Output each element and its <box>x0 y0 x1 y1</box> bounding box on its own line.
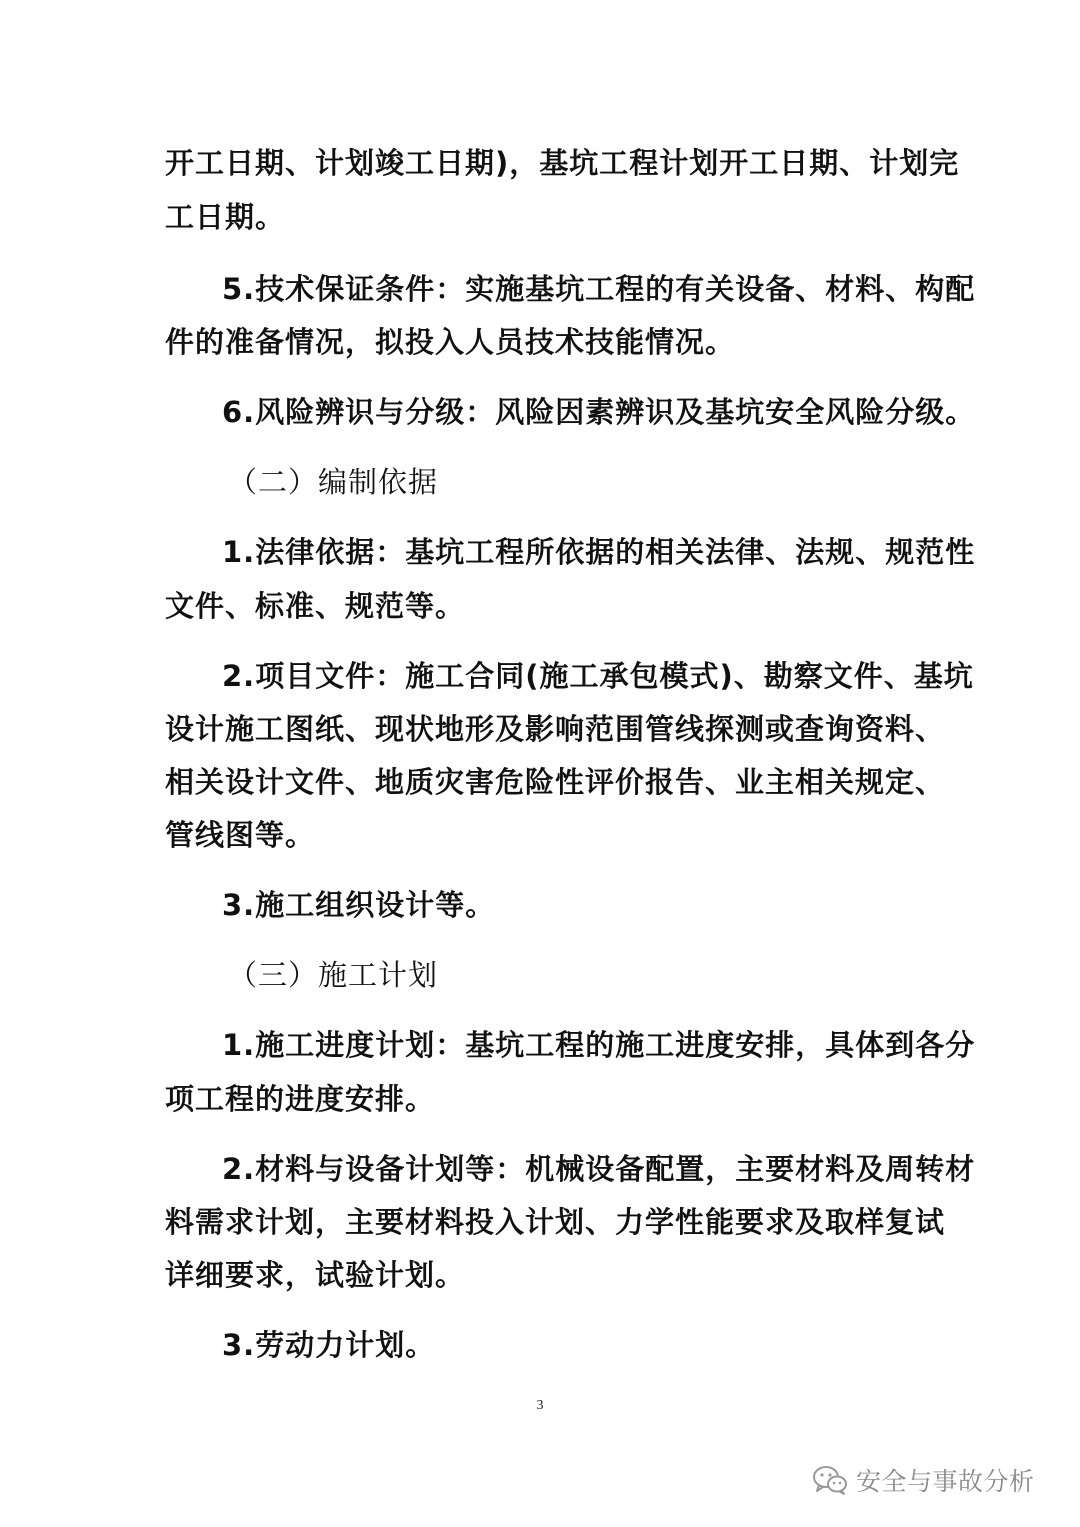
wechat-icon <box>812 1464 848 1496</box>
paragraph-line: 料需求计划，主要材料投入计划、力学性能要求及取样复试 <box>165 1205 946 1239</box>
paragraph-line: 管线图等。 <box>165 818 316 852</box>
paragraph-line: 相关设计文件、地质灾害危险性评价报告、业主相关规定、 <box>165 765 946 799</box>
paragraph-line: 1.法律依据：基坑工程所依据的相关法律、法规、规范性 <box>222 535 976 569</box>
paragraph-line: 详细要求，试验计划。 <box>165 1258 466 1292</box>
paragraph-line: 2.项目文件：施工合同(施工承包模式)、勘察文件、基坑 <box>222 659 974 693</box>
paragraph-line: 6.风险辨识与分级：风险因素辨识及基坑安全风险分级。 <box>222 395 976 429</box>
paragraph-line: 2.材料与设备计划等：机械设备配置，主要材料及周转材 <box>222 1152 976 1186</box>
paragraph-line: 5.技术保证条件：实施基坑工程的有关设备、材料、构配 <box>222 272 976 306</box>
paragraph-line: 1.施工进度计划：基坑工程的施工进度安排，具体到各分 <box>222 1028 976 1062</box>
watermark <box>812 1460 1035 1500</box>
paragraph-line: 3.施工组织设计等。 <box>222 888 496 922</box>
paragraph-line: 文件、标准、规范等。 <box>165 589 466 623</box>
paragraph-line: 件的准备情况，拟投入人员技术技能情况。 <box>165 325 736 359</box>
paragraph-line: 项工程的进度安排。 <box>165 1082 436 1116</box>
section-heading: （三）施工计划 <box>228 958 439 992</box>
watermark-text: 安全与事故分析 <box>856 1467 1035 1496</box>
section-heading: （二）编制依据 <box>228 465 439 499</box>
paragraph-line: 设计施工图纸、现状地形及影响范围管线探测或查询资料、 <box>165 712 946 746</box>
page-number: 3 <box>536 1398 544 1413</box>
paragraph-line: 开工日期、计划竣工日期)，基坑工程计划开工日期、计划完 <box>165 146 960 180</box>
paragraph-line: 3.劳动力计划。 <box>222 1328 436 1362</box>
paragraph-line: 工日期。 <box>165 200 286 234</box>
